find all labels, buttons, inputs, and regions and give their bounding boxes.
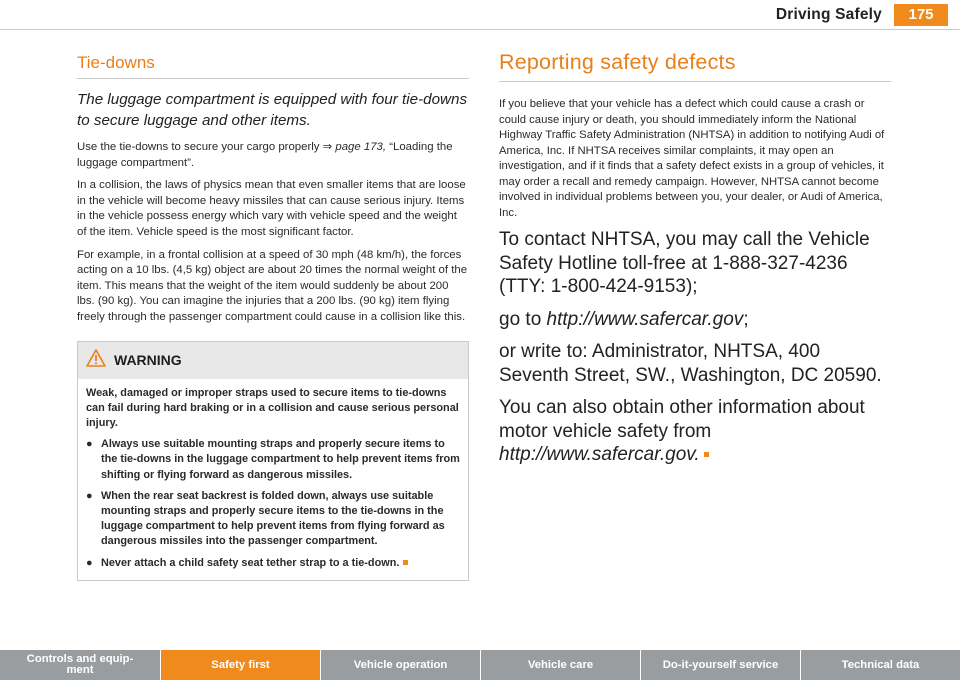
nav-tab-vehicle-care[interactable]: Vehicle care	[481, 650, 641, 680]
warning-bullet	[86, 489, 460, 550]
safercar-link[interactable]: http://www.safercar.gov	[546, 308, 744, 330]
nav-tab-technical-data[interactable]: Technical data	[801, 650, 960, 680]
tie-downs-heading: Tie-downs	[77, 53, 469, 79]
warning-bullet-text: Always use suitable mounting straps and properly secure items to the tie-downs in the luggage compartment to help prevent items from shifting or flying forward as dangerous missiles.	[101, 438, 460, 481]
page-reference-link[interactable]: page 173,	[335, 141, 387, 153]
warning-lead: Weak, damaged or improper straps used to secure items to tie-downs can fail during hard braking or in a collision and cause serious personal injury.	[86, 386, 459, 429]
right-column	[499, 50, 891, 476]
bullet-dot-icon: ●	[86, 556, 93, 569]
write-text: or write to: Administrator, NHTSA, 400 Seventh Street, SW., Washington, DC 20590.	[499, 341, 882, 386]
warning-header	[78, 342, 468, 379]
warning-body	[78, 379, 468, 580]
goto-text	[499, 308, 891, 332]
tie-downs-body	[77, 140, 469, 326]
nav-tab-vehicle-operation[interactable]: Vehicle operation	[321, 650, 481, 680]
goto-suffix: ;	[743, 308, 749, 330]
contact-text: To contact NHTSA, you may call the Vehicle Safety Hotline toll-free at 1-888-327-4236 (TTY: 1-800-424-9153);	[499, 229, 870, 297]
safercar-link-2[interactable]: http://www.safercar.gov.	[499, 444, 700, 465]
tie-downs-paragraph: For example, in a frontal collision at a speed of 30 mph (48 km/h), the forces acting on a 10 lbs. (4,5 kg) object are about 20 times the normal weight of the item. This means that the weight of the item would suddenly be about 200 lbs. (90 kg). You can imagine the injuries that a 200 lbs. (90 kg) item flying freely through the passenger compartment could cause in a collision like this.	[77, 248, 468, 323]
obtain-text	[499, 396, 891, 467]
section-end-marker-icon	[403, 560, 408, 565]
warning-triangle-icon	[86, 349, 106, 372]
tie-downs-intro: The luggage compartment is equipped with four tie-downs to secure luggage and other items.	[77, 91, 468, 129]
p1-tail: “Loading the luggage compartment”.	[77, 141, 453, 169]
warning-box	[77, 341, 469, 581]
goto-prefix: go to	[499, 308, 547, 330]
obtain-lead: You can also obtain other information about motor vehicle safety from	[499, 397, 865, 442]
warning-bullet	[86, 437, 460, 483]
section-end-marker-icon	[704, 452, 709, 457]
page-number-badge: 175	[894, 4, 948, 26]
bullet-dot-icon: ●	[86, 489, 93, 502]
tie-downs-paragraph	[77, 140, 469, 171]
header-rule	[0, 29, 960, 30]
warning-bullet	[86, 556, 460, 571]
reporting-body: If you believe that your vehicle has a defect which could cause a crash or could cause injury or death, you should immediately inform the National Highway Traffic Safety Administration (NHTSA) in addition to notifying Audi of America, Inc. If NHTSA receives similar complaints, it may open an investigation, and if it finds that a safety defect exists in a group of vehicles, it may order a recall and remedy campaign. However, NHTSA cannot become involved in individual problems between you, your dealer, or Audi of America, Inc.	[499, 98, 885, 219]
nav-tab-controls[interactable]: Controls and equip- ment	[0, 650, 161, 680]
warning-bullet-text: When the rear seat backrest is folded down, always use suitable mounting straps and properly secure items to the tie-downs in the luggage compartment to help prevent items from flying forward as dangerous missiles into the passenger compartment.	[101, 489, 445, 548]
chapter-nav-bar	[0, 650, 960, 680]
chapter-title: Driving Safely	[775, 6, 882, 23]
left-column	[77, 53, 469, 581]
warning-bullet-text: Never attach a child safety seat tether strap to a tie-down.	[101, 556, 400, 569]
nav-tab-safety-first[interactable]: Safety first	[161, 650, 321, 680]
nav-tab-do-it-yourself[interactable]: Do-it-yourself service	[641, 650, 801, 680]
warning-title: WARNING	[114, 352, 182, 369]
p1-text: Use the tie-downs to secure your cargo properly ⇒	[77, 141, 336, 153]
tie-downs-paragraph: In a collision, the laws of physics mean that even smaller items that are loose in the vehicle will become heavy missiles that can cause serious injury. Items in the vehicle possess energy which vary with vehicle speed and the weight of the item. Vehicle speed is the most significant factor.	[77, 179, 466, 238]
bullet-dot-icon: ●	[86, 438, 93, 451]
reporting-heading: Reporting safety defects	[499, 50, 891, 82]
